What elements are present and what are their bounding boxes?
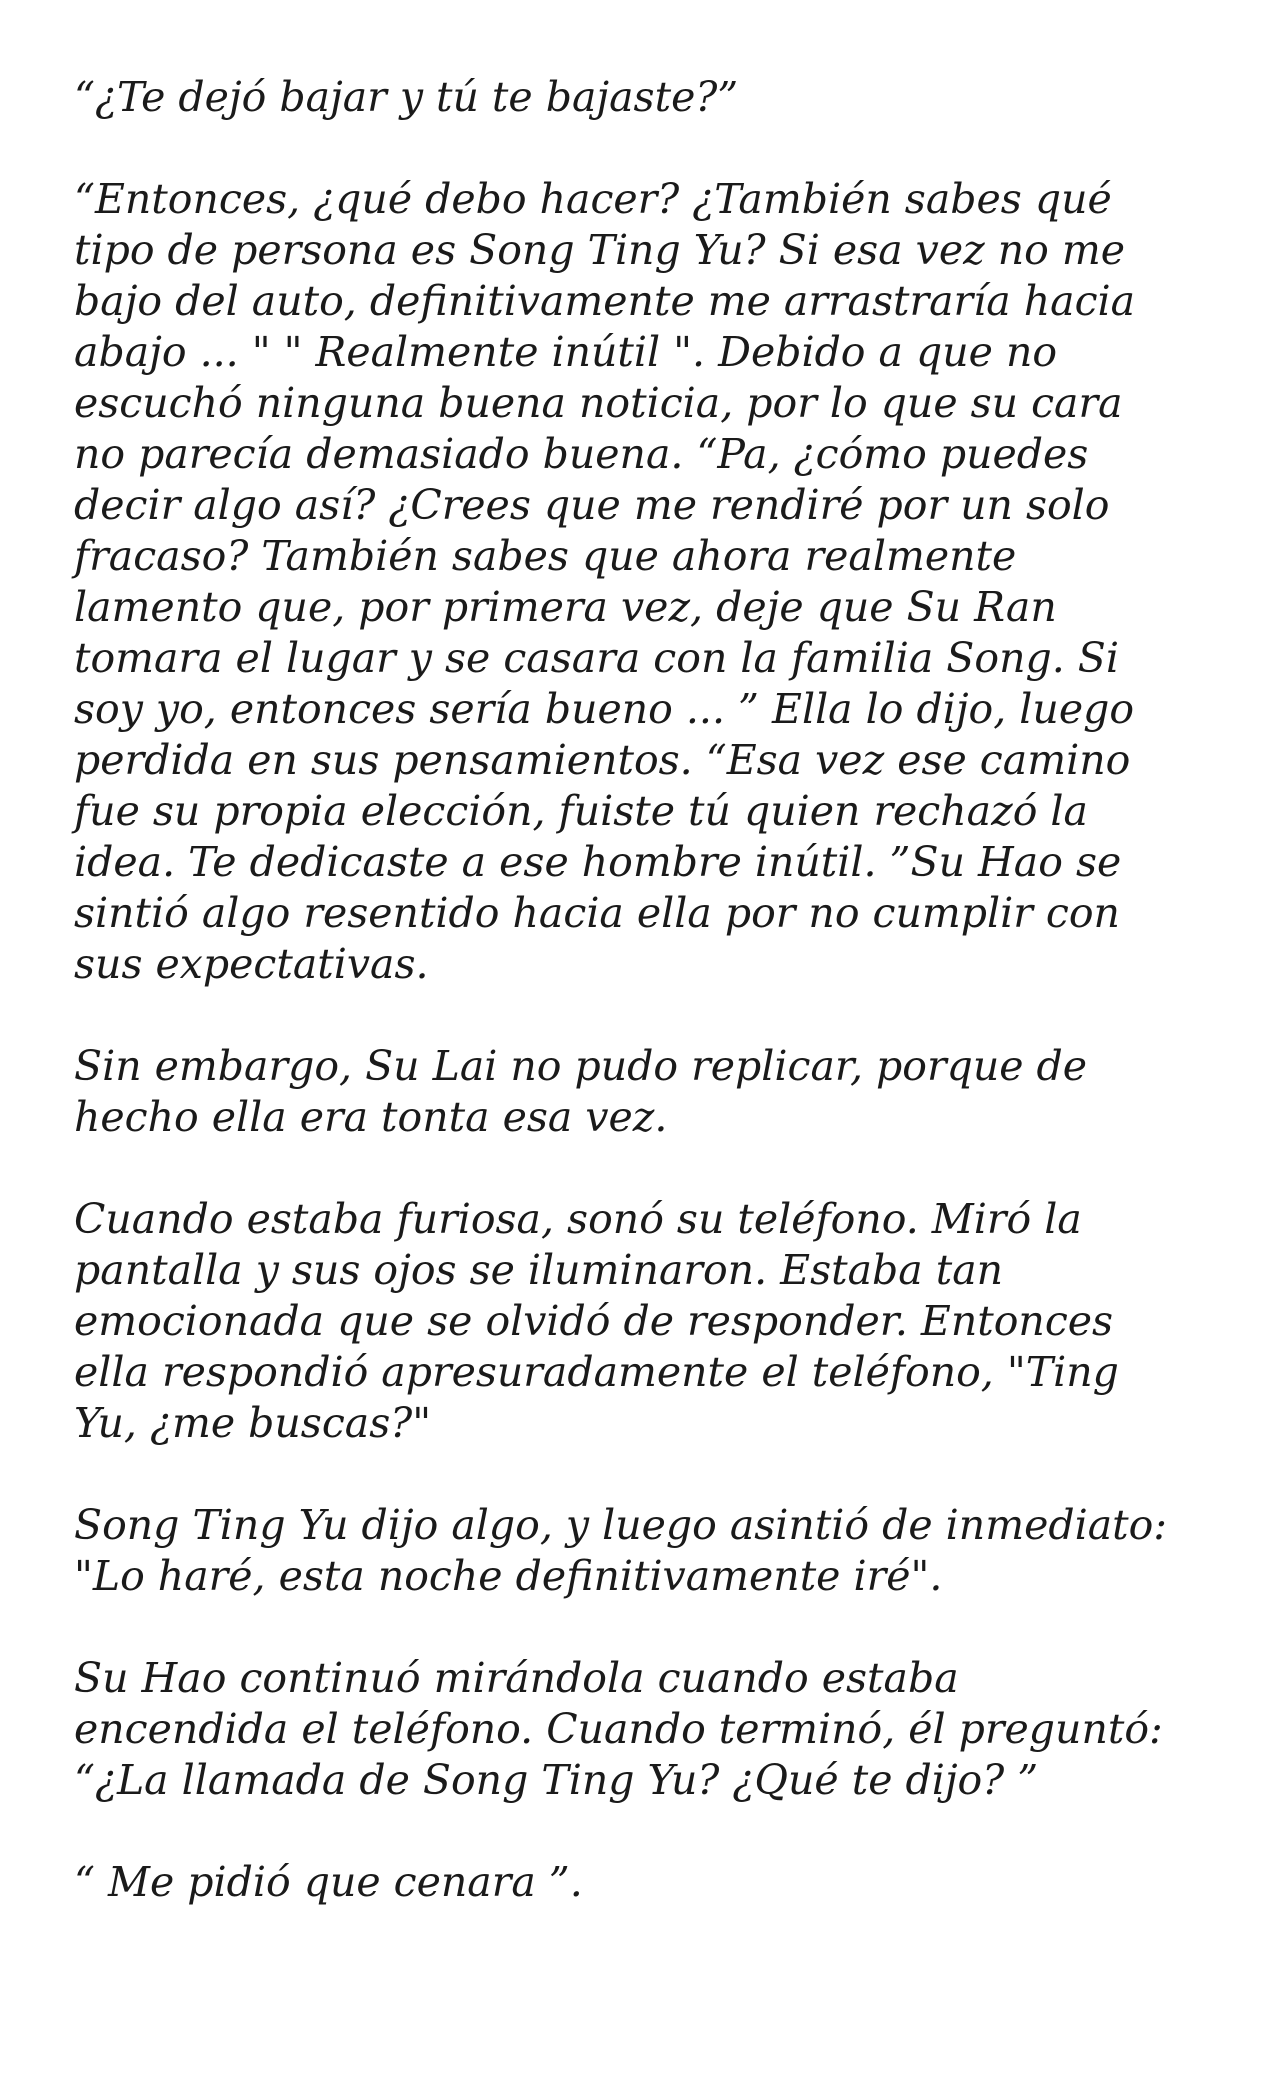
- text-line: ella respondió apresuradamente el teléfono, "Ting: [74, 1348, 1119, 1396]
- text-line: sus expectativas.: [74, 940, 429, 988]
- text-line: escuchó ninguna buena noticia, por lo que su cara: [74, 379, 1123, 427]
- text-line: "Lo haré, esta noche definitivamente iré".: [74, 1552, 943, 1600]
- text-line: pantalla y sus ojos se iluminaron. Estaba tan: [74, 1246, 1004, 1294]
- text-line: “¿Te dejó bajar y tú te bajaste?”: [74, 73, 739, 121]
- text-line: Sin embargo, Su Lai no pudo replicar, porque de: [74, 1042, 1088, 1090]
- text-line: sintió algo resentido hacia ella por no cumplir con: [74, 889, 1120, 937]
- text-line: decir algo así? ¿Crees que me rendiré por un solo: [74, 481, 1110, 529]
- text-line: lamento que, por primera vez, deje que Su Ran: [74, 583, 1057, 631]
- paragraph-5: [74, 1500, 1204, 1602]
- paragraph-6: [74, 1653, 1204, 1806]
- text-line: tipo de persona es Song Ting Yu? Si esa vez no me: [74, 226, 1126, 274]
- paragraph-7: [74, 1857, 1204, 1908]
- text-line: abajo ... " " Realmente inútil ". Debido a que no: [74, 328, 1058, 376]
- text-line: fracaso? También sabes que ahora realmente: [74, 532, 1017, 580]
- text-line: bajo del auto, definitivamente me arrastraría hacia: [74, 277, 1136, 325]
- text-line: “¿La llamada de Song Ting Yu? ¿Qué te dijo? ”: [74, 1756, 1039, 1804]
- text-line: tomara el lugar y se casara con la familia Song. Si: [74, 634, 1119, 682]
- text-line: soy yo, entonces sería bueno ... ” Ella lo dijo, luego: [74, 685, 1135, 733]
- text-line: “Entonces, ¿qué debo hacer? ¿También sabes qué: [74, 175, 1112, 223]
- paragraph-3: [74, 1041, 1204, 1143]
- text-line: emocionada que se olvidó de responder. Entonces: [74, 1297, 1114, 1345]
- text-line: idea. Te dedicaste a ese hombre inútil. ”Su Hao se: [74, 838, 1122, 886]
- text-line: fue su propia elección, fuiste tú quien rechazó la: [74, 787, 1088, 835]
- text-line: hecho ella era tonta esa vez.: [74, 1093, 668, 1141]
- text-line: no parecía demasiado buena. “Pa, ¿cómo puedes: [74, 430, 1089, 478]
- text-line: encendida el teléfono. Cuando terminó, él preguntó:: [74, 1705, 1163, 1753]
- text-line: Su Hao continuó mirándola cuando estaba: [74, 1654, 959, 1702]
- text-line: perdida en sus pensamientos. “Esa vez ese camino: [74, 736, 1131, 784]
- text-line: Cuando estaba furiosa, sonó su teléfono. Miró la: [74, 1195, 1082, 1243]
- text-line: Yu, ¿me buscas?": [74, 1399, 432, 1447]
- paragraph-2: [74, 174, 1204, 990]
- document-body: [74, 72, 1204, 1959]
- paragraph-1: [74, 72, 1204, 123]
- paragraph-4: [74, 1194, 1204, 1449]
- text-line: “ Me pidió que cenara ”.: [74, 1858, 583, 1906]
- text-line: Song Ting Yu dijo algo, y luego asintió de inmediato:: [74, 1501, 1168, 1549]
